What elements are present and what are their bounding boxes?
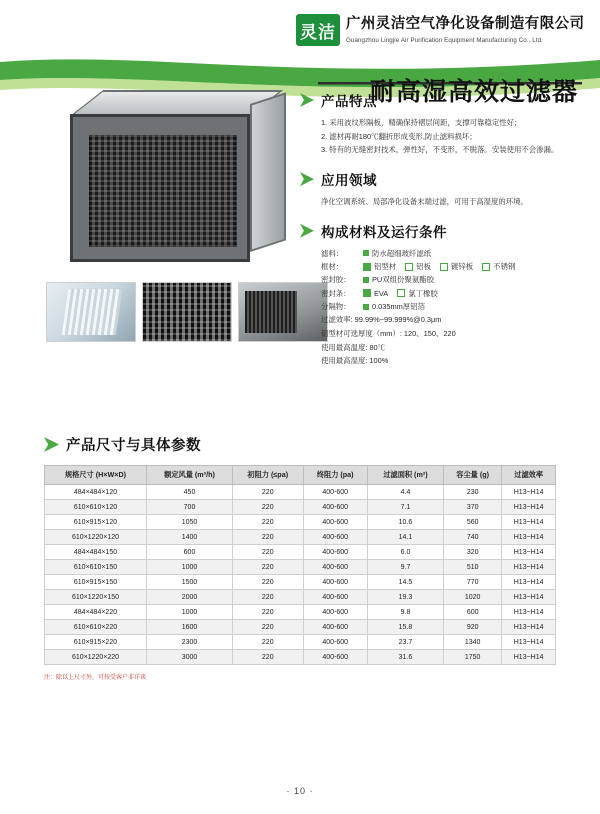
table-cell: 610×610×150 bbox=[45, 560, 147, 575]
table-cell: 220 bbox=[233, 620, 304, 635]
material-option-label: 镀锌板 bbox=[450, 262, 474, 272]
table-body bbox=[45, 485, 556, 665]
material-label: 密封条： bbox=[321, 288, 351, 298]
table-cell: 15.8 bbox=[367, 620, 443, 635]
table-cell: H13~H14 bbox=[502, 560, 556, 575]
table-cell: 400-600 bbox=[303, 545, 367, 560]
spec-line: 过滤效率: 99.99%~99.999%@0.3μm bbox=[321, 315, 442, 325]
table-cell: 484×484×150 bbox=[45, 545, 147, 560]
table-cell: 610×1220×220 bbox=[45, 650, 147, 665]
table-row bbox=[45, 500, 556, 515]
table-row bbox=[45, 545, 556, 560]
material-option-label: 不锈钢 bbox=[493, 262, 516, 272]
company-name-cn: 广州灵洁空气净化设备制造有限公司 bbox=[346, 16, 585, 33]
table-cell: 31.6 bbox=[367, 650, 443, 665]
table-column-header: 规格尺寸 (H×W×D) bbox=[45, 466, 147, 485]
material-row bbox=[321, 260, 582, 273]
table-cell: 400-600 bbox=[303, 650, 367, 665]
table-cell: 610×610×120 bbox=[45, 500, 147, 515]
table-cell: H13~H14 bbox=[502, 635, 556, 650]
checkbox-checked-icon[interactable] bbox=[363, 263, 371, 271]
table-cell: 610×915×120 bbox=[45, 515, 147, 530]
table-cell: 220 bbox=[233, 635, 304, 650]
product-photo-side-face bbox=[250, 92, 286, 252]
table-cell: 1000 bbox=[147, 605, 233, 620]
table-row bbox=[45, 635, 556, 650]
material-option-label: PU双组份聚氨酯胶 bbox=[372, 275, 435, 285]
material-option-label: EVA bbox=[374, 288, 389, 298]
table-cell: 1600 bbox=[147, 620, 233, 635]
table-row bbox=[45, 485, 556, 500]
bullet-square-icon bbox=[363, 250, 369, 256]
table-column-header: 容尘量 (g) bbox=[444, 466, 502, 485]
table-row bbox=[45, 650, 556, 665]
table-cell: 10.6 bbox=[367, 515, 443, 530]
table-cell: 400-600 bbox=[303, 515, 367, 530]
spec-line: 使用最高湿度: 100% bbox=[321, 356, 389, 366]
table-cell: 610×1220×150 bbox=[45, 590, 147, 605]
material-option[interactable] bbox=[482, 260, 515, 273]
table-cell: 220 bbox=[233, 500, 304, 515]
table-cell: 220 bbox=[233, 545, 304, 560]
page-title: 耐高湿高效过滤器 bbox=[369, 78, 578, 106]
feature-line: 1. 采用波纹形隔板，精确保持褶层间距，支撑可靠稳定性好； bbox=[321, 118, 522, 127]
material-label: 滤料： bbox=[321, 248, 344, 258]
material-option bbox=[363, 273, 434, 286]
table-cell: 3000 bbox=[147, 650, 233, 665]
table-cell: H13~H14 bbox=[502, 575, 556, 590]
material-row bbox=[321, 287, 582, 300]
material-option-label: 防水超细玻纤滤纸 bbox=[372, 248, 432, 258]
table-column-header: 终阻力 (pa) bbox=[303, 466, 367, 485]
features-body bbox=[321, 116, 582, 157]
filter-media-pleats bbox=[89, 135, 237, 247]
table-row bbox=[45, 560, 556, 575]
table-column-header: 额定风量 (m³/h) bbox=[147, 466, 233, 485]
material-label: 密封胶： bbox=[321, 275, 351, 285]
table-row bbox=[45, 605, 556, 620]
table-cell: 1500 bbox=[147, 575, 233, 590]
material-row bbox=[321, 273, 582, 286]
table-cell: 6.0 bbox=[367, 545, 443, 560]
table-cell: 510 bbox=[444, 560, 502, 575]
table-cell: 220 bbox=[233, 605, 304, 620]
product-main-area bbox=[0, 82, 600, 382]
table-cell: H13~H14 bbox=[502, 500, 556, 515]
section-title-materials: 构成材料及运行条件 bbox=[321, 224, 447, 240]
page-number: · 10 · bbox=[286, 786, 314, 796]
material-label: 框材： bbox=[321, 262, 344, 272]
product-photo-front-face bbox=[70, 114, 250, 262]
table-row bbox=[45, 575, 556, 590]
application-body bbox=[321, 195, 582, 209]
table-cell: 9.8 bbox=[367, 605, 443, 620]
arrow-right-icon bbox=[300, 93, 314, 107]
checkbox-icon[interactable] bbox=[482, 263, 490, 271]
table-cell: 610×915×150 bbox=[45, 575, 147, 590]
table-cell: 484×484×120 bbox=[45, 485, 147, 500]
section-header-features bbox=[300, 90, 582, 110]
table-cell: 484×484×220 bbox=[45, 605, 147, 620]
table-cell: 400-600 bbox=[303, 485, 367, 500]
table-cell: 220 bbox=[233, 515, 304, 530]
table-cell: 1400 bbox=[147, 530, 233, 545]
thumbnail-image bbox=[142, 282, 232, 342]
table-cell: H13~H14 bbox=[502, 545, 556, 560]
checkbox-icon[interactable] bbox=[405, 263, 413, 271]
bullet-square-icon bbox=[363, 277, 369, 283]
section-title-specifications: 产品尺寸与具体参数 bbox=[66, 438, 201, 454]
table-cell: 7.1 bbox=[367, 500, 443, 515]
table-cell: H13~H14 bbox=[502, 590, 556, 605]
material-option-label: 氯丁橡胶 bbox=[408, 288, 438, 298]
table-cell: 400-600 bbox=[303, 635, 367, 650]
product-info-column bbox=[300, 90, 582, 368]
company-name-en: Guangzhou Lingjie Air Purification Equipment Manufacturing Co., Ltd. bbox=[346, 36, 544, 44]
table-cell: 19.3 bbox=[367, 590, 443, 605]
table-cell: 450 bbox=[147, 485, 233, 500]
table-cell: 320 bbox=[444, 545, 502, 560]
material-option[interactable] bbox=[363, 260, 396, 273]
company-logo-icon: 灵洁 bbox=[296, 14, 340, 46]
table-cell: 2000 bbox=[147, 590, 233, 605]
section-header-materials bbox=[300, 221, 582, 241]
table-cell: 370 bbox=[444, 500, 502, 515]
checkbox-checked-icon[interactable] bbox=[363, 289, 371, 297]
table-cell: 220 bbox=[233, 560, 304, 575]
product-photo bbox=[62, 104, 292, 272]
arrow-right-icon bbox=[300, 224, 314, 238]
product-thumbnail-strip bbox=[46, 282, 328, 342]
table-cell: 400-600 bbox=[303, 605, 367, 620]
arrow-right-icon bbox=[44, 437, 59, 452]
table-cell: 230 bbox=[444, 485, 502, 500]
material-option-label: 0.035mm厚铝箔 bbox=[372, 302, 425, 312]
table-column-header: 初阻力 (≤pa) bbox=[233, 466, 304, 485]
table-cell: 400-600 bbox=[303, 560, 367, 575]
table-cell: 1750 bbox=[444, 650, 502, 665]
material-option[interactable] bbox=[397, 287, 438, 300]
table-header-row bbox=[45, 466, 556, 485]
spec-line: 使用最高温度: 80℃ bbox=[321, 342, 386, 352]
table-cell: 14.5 bbox=[367, 575, 443, 590]
table-cell: 220 bbox=[233, 575, 304, 590]
table-cell: 400-600 bbox=[303, 620, 367, 635]
material-row bbox=[321, 247, 582, 260]
table-cell: 1020 bbox=[444, 590, 502, 605]
material-option[interactable] bbox=[405, 260, 431, 273]
table-cell: 740 bbox=[444, 530, 502, 545]
spec-line: 铝型材可选厚度（mm）: 120、150、220 bbox=[321, 329, 456, 339]
material-label: 分隔物： bbox=[321, 302, 351, 312]
table-cell: 700 bbox=[147, 500, 233, 515]
table-cell: 220 bbox=[233, 590, 304, 605]
material-option bbox=[363, 247, 431, 260]
material-option-label: 铝板 bbox=[416, 262, 431, 272]
section-header-application bbox=[300, 169, 582, 189]
company-branding bbox=[296, 14, 584, 46]
table-cell: 400-600 bbox=[303, 500, 367, 515]
table-cell: 920 bbox=[444, 620, 502, 635]
specifications-table bbox=[44, 465, 556, 665]
bullet-square-icon bbox=[363, 304, 369, 310]
table-cell: H13~H14 bbox=[502, 530, 556, 545]
application-line: 净化空调系统、局部净化设备末端过滤，可用于高湿度的环境。 bbox=[321, 197, 528, 207]
table-cell: 23.7 bbox=[367, 635, 443, 650]
table-row bbox=[45, 620, 556, 635]
table-row bbox=[45, 530, 556, 545]
table-cell: H13~H14 bbox=[502, 605, 556, 620]
table-cell: 220 bbox=[233, 485, 304, 500]
feature-line: 3. 特有的无缝密封技术，弹性好，不变形，不脱落。安装使用不会渗漏。 bbox=[321, 145, 559, 155]
table-cell: 600 bbox=[444, 605, 502, 620]
feature-line: 2. 滤材再耐180℃翻折形成变形,防止滤料损坏； bbox=[321, 131, 477, 141]
material-option[interactable] bbox=[440, 260, 473, 273]
material-option-label: 铝型材 bbox=[374, 262, 397, 272]
table-cell: 220 bbox=[233, 650, 304, 665]
table-cell: 400-600 bbox=[303, 575, 367, 590]
table-cell: 9.7 bbox=[367, 560, 443, 575]
material-option[interactable] bbox=[363, 287, 388, 300]
table-cell: 400-600 bbox=[303, 530, 367, 545]
table-cell: 600 bbox=[147, 545, 233, 560]
table-cell: 610×915×220 bbox=[45, 635, 147, 650]
table-cell: 14.1 bbox=[367, 530, 443, 545]
table-cell: 4.4 bbox=[367, 485, 443, 500]
arrow-right-icon bbox=[300, 172, 314, 186]
table-cell: 770 bbox=[444, 575, 502, 590]
section-title-application: 应用领域 bbox=[321, 173, 377, 189]
table-cell: 1340 bbox=[444, 635, 502, 650]
table-cell: H13~H14 bbox=[502, 620, 556, 635]
specifications-section bbox=[0, 434, 600, 681]
checkbox-icon[interactable] bbox=[397, 289, 405, 297]
table-cell: 610×610×220 bbox=[45, 620, 147, 635]
table-cell: H13~H14 bbox=[502, 485, 556, 500]
section-title-features: 产品特点 bbox=[321, 94, 377, 109]
table-row bbox=[45, 590, 556, 605]
table-cell: 1050 bbox=[147, 515, 233, 530]
table-cell: 2300 bbox=[147, 635, 233, 650]
table-cell: 220 bbox=[233, 530, 304, 545]
table-column-header: 过滤效率 bbox=[502, 466, 556, 485]
checkbox-icon[interactable] bbox=[440, 263, 448, 271]
thumbnail-image bbox=[46, 282, 136, 342]
table-cell: 560 bbox=[444, 515, 502, 530]
table-cell: H13~H14 bbox=[502, 650, 556, 665]
material-option bbox=[363, 300, 425, 313]
section-header-specifications bbox=[44, 434, 600, 455]
table-cell: 1000 bbox=[147, 560, 233, 575]
table-row bbox=[45, 515, 556, 530]
material-row bbox=[321, 300, 582, 313]
table-cell: 610×1220×120 bbox=[45, 530, 147, 545]
table-cell: 400-600 bbox=[303, 590, 367, 605]
table-column-header: 过滤面积 (m²) bbox=[367, 466, 443, 485]
table-note: 注：除以上尺寸外，可按受客户非详谈 bbox=[44, 675, 147, 681]
table-cell: H13~H14 bbox=[502, 515, 556, 530]
